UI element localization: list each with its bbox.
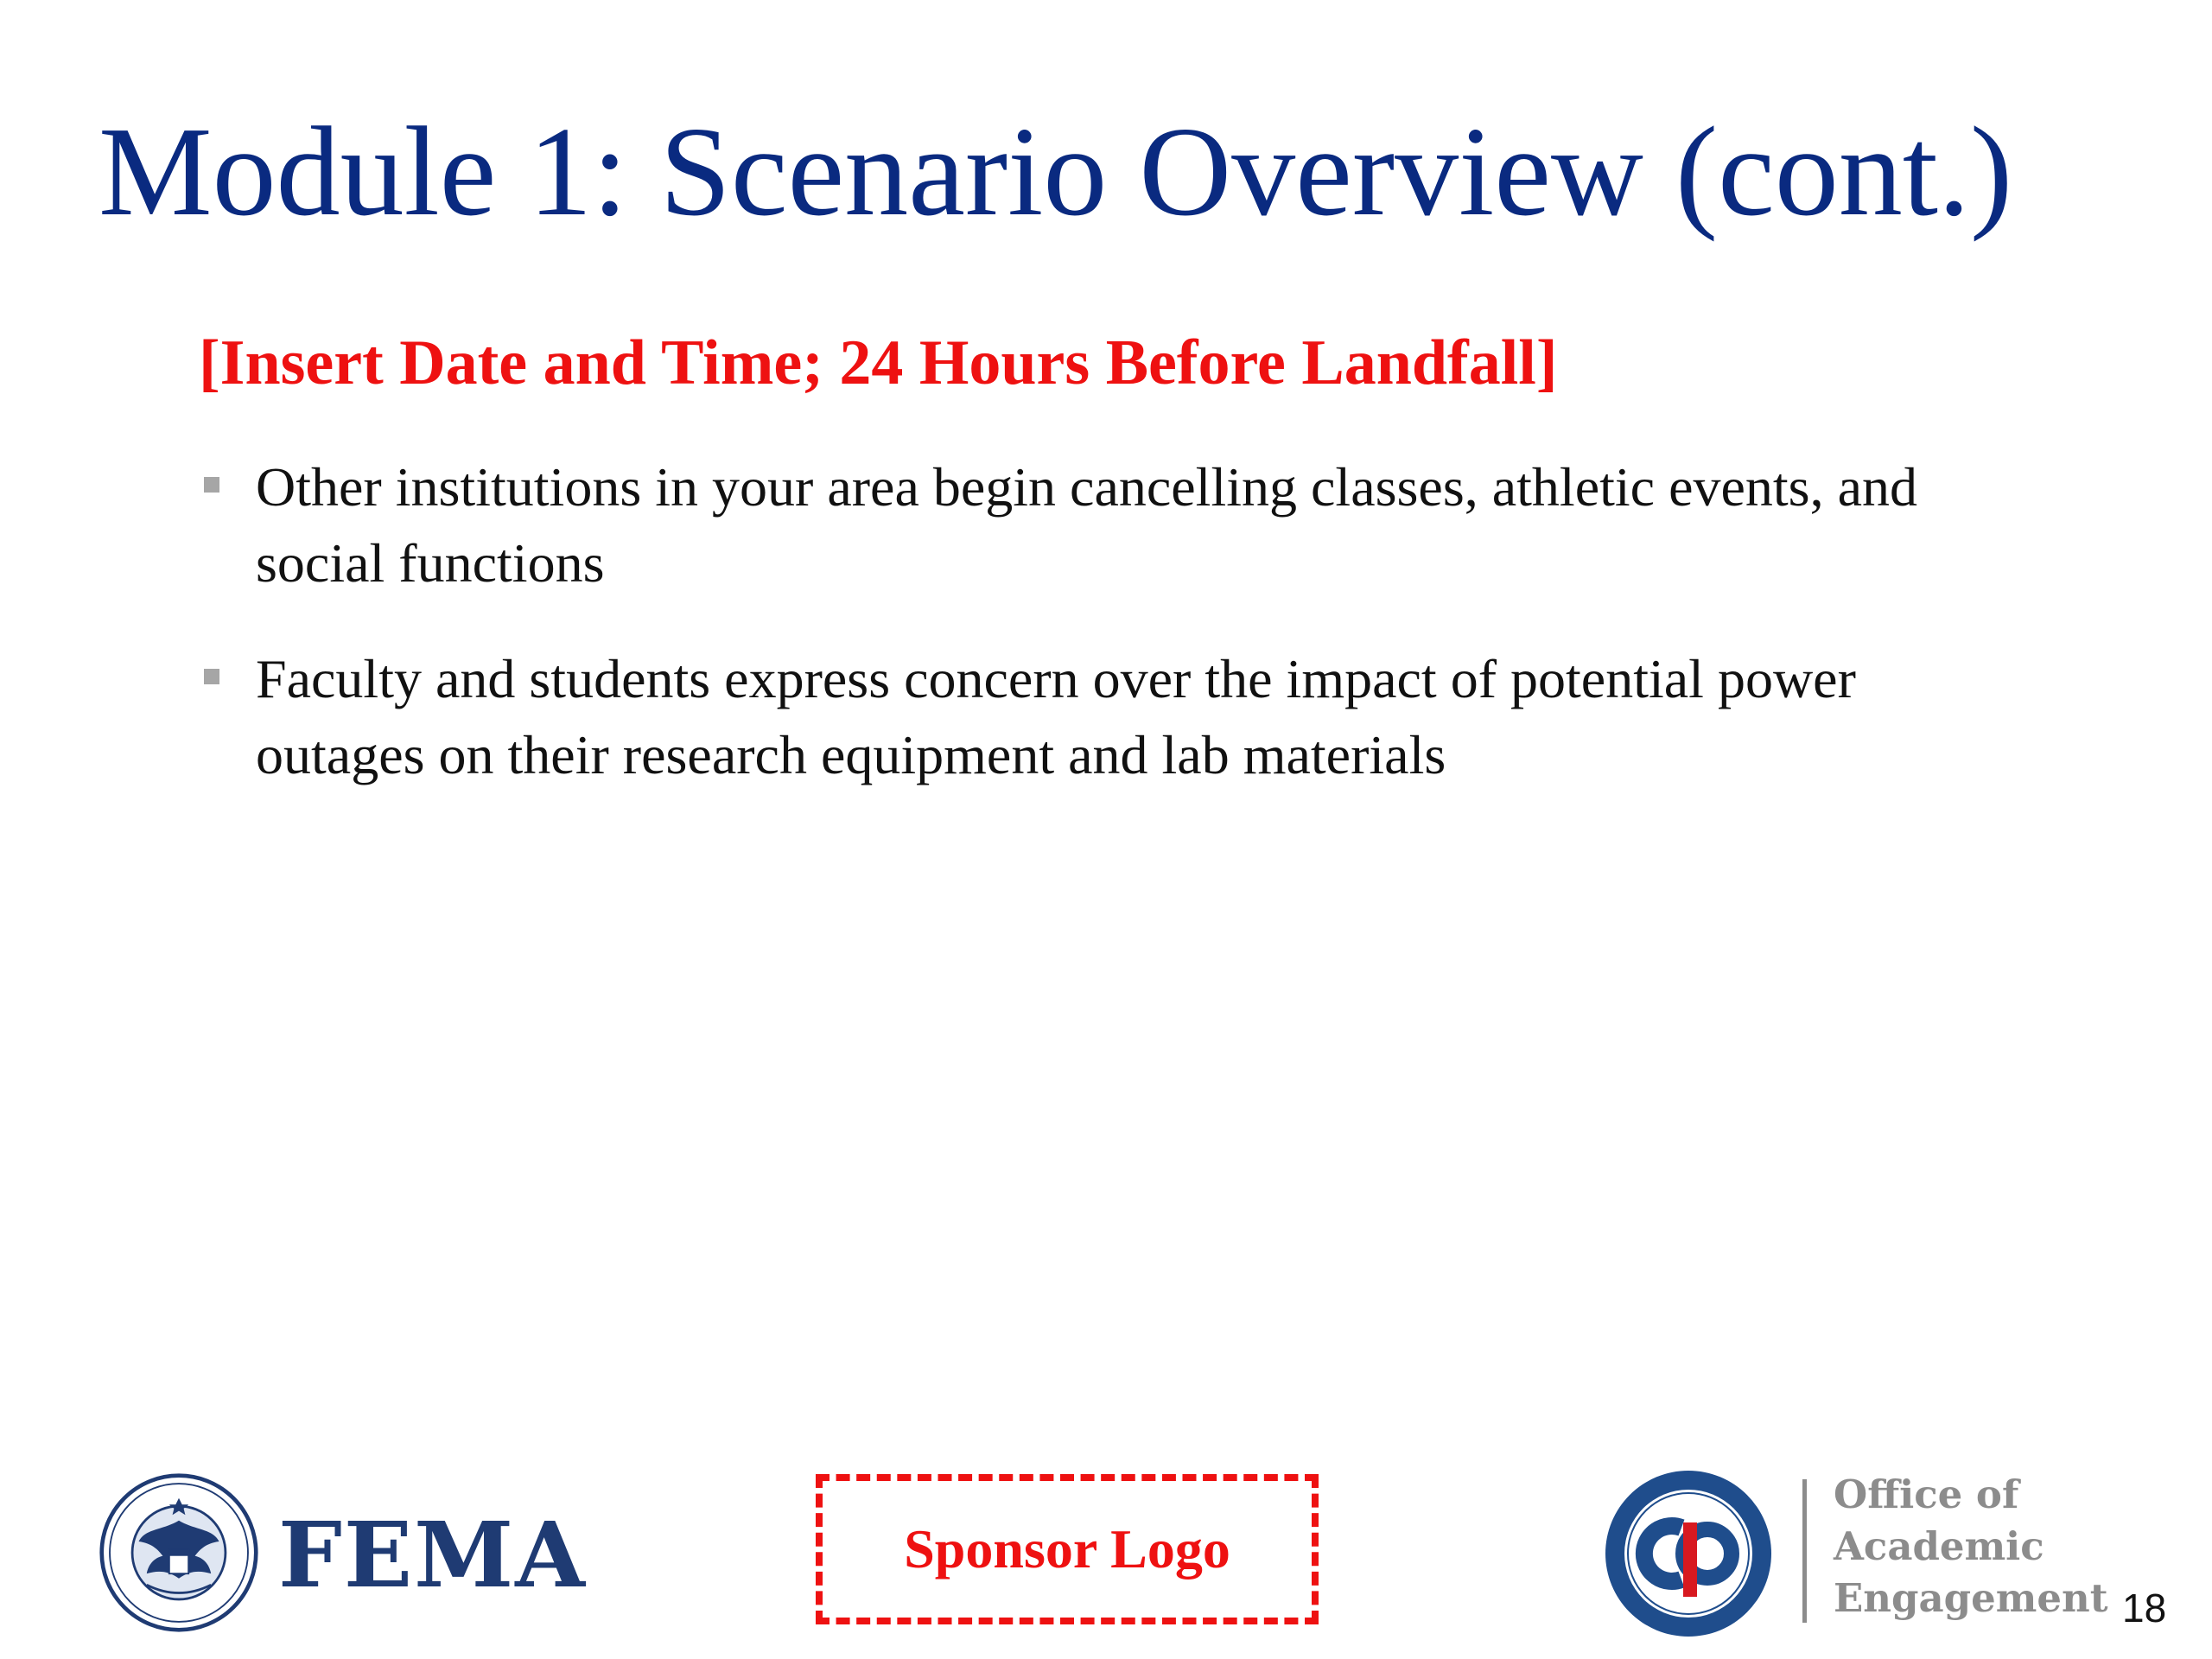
bullet-text: Faculty and students express concern over the impact of potential power outages on their research equipment and lab materials xyxy=(256,648,1856,785)
bullet-item xyxy=(199,449,1996,601)
oae-line: Office of xyxy=(1834,1471,2019,1517)
oae-line: Engagement xyxy=(1834,1575,2108,1621)
page-number: 18 xyxy=(2122,1586,2167,1630)
bullet-list xyxy=(199,449,1996,833)
oae-line: Academic xyxy=(1834,1523,2044,1569)
square-bullet-icon xyxy=(204,477,219,493)
office-of-academic-engagement-label xyxy=(1834,1469,2107,1624)
footer-divider xyxy=(1802,1479,1807,1623)
sponsor-logo-label: Sponsor Logo xyxy=(904,1518,1230,1580)
slide-title: Module 1: Scenario Overview (cont.) xyxy=(99,101,2013,243)
bullet-item xyxy=(199,641,1996,793)
campus-resilience-program-logo xyxy=(1602,1467,1775,1640)
fema-wordmark: FEMA xyxy=(278,1502,587,1608)
bullet-text: Other institutions in your area begin cancelling classes, athletic events, and social functions xyxy=(256,456,1917,594)
dhs-seal-logo xyxy=(99,1472,259,1633)
date-time-placeholder: [Insert Date and Time; 24 Hours Before Landfall] xyxy=(199,327,1558,398)
square-bullet-icon xyxy=(204,669,219,684)
sponsor-logo-placeholder xyxy=(816,1474,1319,1624)
